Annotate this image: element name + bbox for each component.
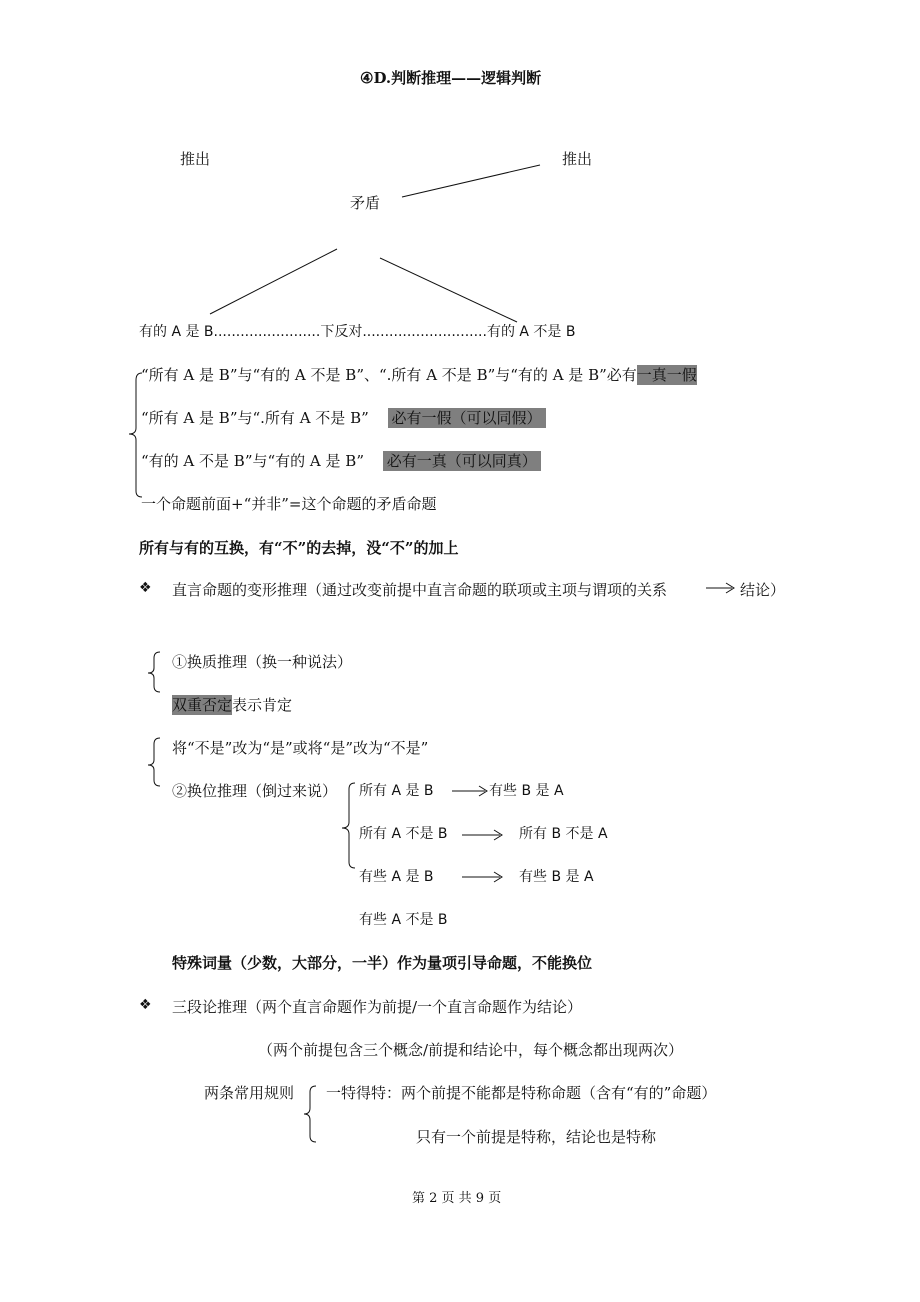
swap-to-1: 有些 B 是 A [489, 783, 564, 799]
rule-3 [141, 451, 541, 471]
rule-1-text: “所有 A 是 B”与“有的 A 不是 B”、“.所有 A 不是 B”与“有的 A 是 B”必有 [141, 366, 637, 384]
swap-last: 有些 A 不是 B [359, 912, 448, 928]
conversion-item-3: ②换位推理（倒过来说） [172, 782, 338, 800]
syllogism-rule-1: 一特得特：两个前提不能都是特称命题（含有“有的”命题） [326, 1084, 717, 1102]
section2-sub: （两个前提包含三个概念/前提和结论中，每个概念都出现两次） [258, 1041, 684, 1059]
rule-4: 一个命题前面+“并非”=这个命题的矛盾命题 [141, 495, 437, 513]
syllogism-brace [304, 1086, 316, 1142]
section1-conclusion: 结论） [740, 581, 786, 599]
rule-1 [141, 365, 697, 385]
contradiction-label: 矛盾 [350, 194, 381, 212]
rules-brace [129, 373, 142, 497]
conversion-brace-1 [148, 652, 160, 692]
rule-1-highlight: 一真一假 [636, 366, 697, 384]
double-negation-highlight: 双重否定 [172, 696, 233, 714]
section2-bullet: ❖ [139, 997, 152, 1013]
rule-3-text: “有的 A 不是 B”与“有的 A 是 B” [141, 452, 364, 470]
left-infer-label: 推出 [180, 150, 211, 168]
rule-2-highlight: 必有一假（可以同假） [388, 408, 546, 428]
subcontrary-line: 有的 A 是 B........................下反对............................有的 A 不是 B [139, 324, 576, 340]
swap-from-3: 有些 A 是 B [359, 869, 434, 885]
swap-from-2: 所有 A 不是 B [359, 826, 448, 842]
page-footer: 第 2 页 共 9 页 [412, 1191, 502, 1206]
rule-2 [141, 408, 546, 428]
contradiction-line-top [402, 165, 540, 197]
rule-3-highlight: 必有一真（可以同真） [383, 451, 541, 471]
section2-text: 三段论推理（两个直言命题作为前提/一个直言命题作为结论） [172, 998, 583, 1016]
section1-bullet: ❖ [139, 580, 152, 596]
syllogism-rule-1b: 只有一个前提是特称，结论也是特称 [416, 1128, 657, 1146]
section1-text: 直言命题的变形推理（通过改变前提中直言命题的联项或主项与谓项的关系 [172, 581, 668, 599]
swap-rule: 所有与有的互换，有“不”的去掉，没“不”的加上 [139, 539, 459, 557]
swap-to-2: 所有 B 不是 A [519, 826, 608, 842]
conversion-brace-2 [148, 738, 160, 786]
conversion-brace-3 [342, 783, 355, 868]
page-title: ④D.判断推理——逻辑判断 [360, 69, 542, 87]
right-infer-label: 推出 [562, 150, 593, 168]
contradiction-line-right [380, 258, 517, 322]
double-negation-rest: 表示肯定 [232, 696, 293, 714]
conversion-item-1b [172, 695, 292, 715]
conversion-item-1: ①换质推理（换一种说法） [172, 653, 353, 671]
swap-to-3: 有些 B 是 A [519, 869, 594, 885]
swap-from-1: 所有 A 是 B [359, 783, 434, 799]
rules-label: 两条常用规则 [204, 1084, 295, 1102]
rule-2-text: “所有 A 是 B”与“.所有 A 不是 B” [141, 409, 369, 427]
contradiction-line-left [210, 249, 337, 314]
special-note: 特殊词量（少数，大部分，一半）作为量项引导命题，不能换位 [172, 954, 593, 972]
conversion-item-2: 将“不是”改为“是”或将“是”改为“不是” [172, 739, 429, 757]
